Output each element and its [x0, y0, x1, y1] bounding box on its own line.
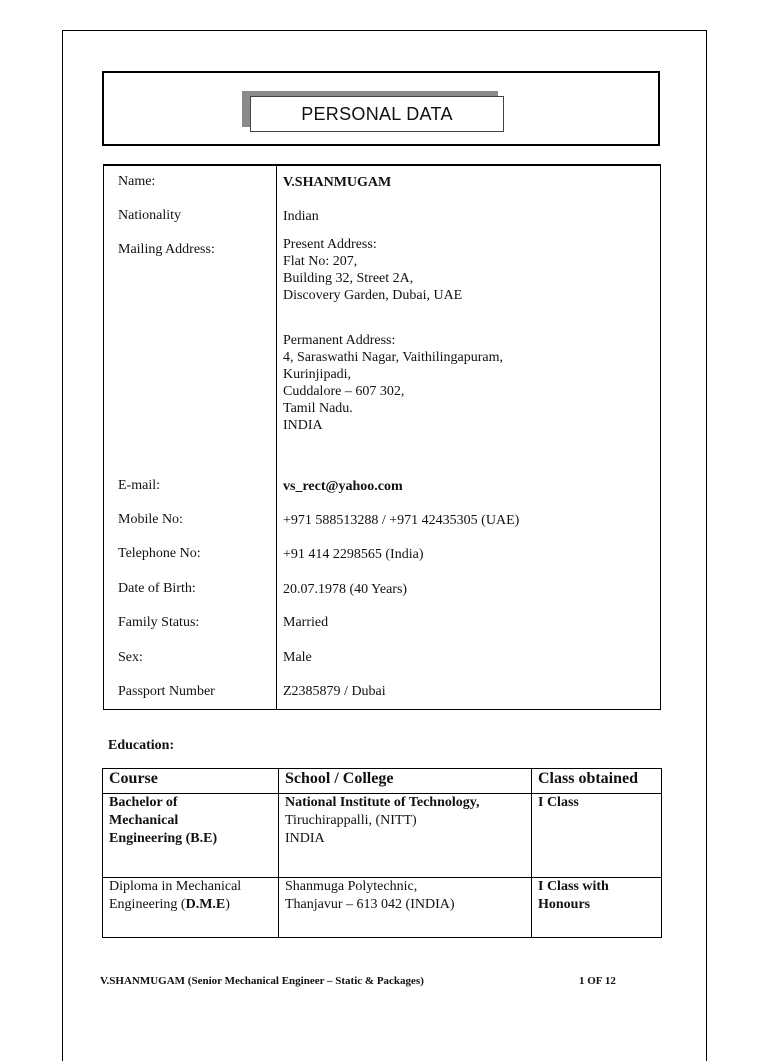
school-line: Thanjavur – 613 042 (INDIA): [285, 897, 455, 912]
permanent-address-line: Cuddalore – 607 302,: [283, 384, 405, 399]
telephone-label: Telephone No:: [118, 546, 201, 561]
permanent-address-line: INDIA: [283, 418, 323, 433]
family-status-value: Married: [283, 615, 329, 630]
course-line: [109, 830, 272, 848]
course-abbr: D.M.E: [185, 897, 226, 912]
school-line: INDIA: [285, 831, 325, 846]
family-status-label: Family Status:: [118, 615, 200, 630]
class-value: I Class: [538, 795, 579, 810]
school-line: Tiruchirappalli, (NITT): [285, 813, 417, 828]
course-line: Bachelor of: [109, 795, 178, 810]
address-label: Mailing Address:: [118, 242, 215, 257]
page-title: PERSONAL DATA: [250, 96, 504, 132]
course-text: Engineering (: [109, 831, 191, 846]
class-value: I Class with: [538, 879, 609, 894]
table-row: [103, 878, 662, 938]
permanent-address-line: Kurinjipadi,: [283, 367, 352, 382]
permanent-address-heading: Permanent Address:: [283, 333, 396, 348]
course-line: Mechanical: [109, 813, 179, 828]
school-name: National Institute of Technology,: [285, 795, 480, 810]
course-cell: [103, 794, 279, 878]
permanent-address-line: Tamil Nadu.: [283, 401, 353, 416]
name-label: Name:: [118, 174, 156, 189]
dob-value: 20.07.1978 (40 Years): [283, 582, 408, 597]
mobile-label: Mobile No:: [118, 512, 183, 527]
nationality-label: Nationality: [118, 208, 181, 223]
email-value[interactable]: vs_rect@yahoo.com: [283, 479, 403, 494]
course-abbr: B.E: [190, 831, 213, 846]
telephone-value: +91 414 2298565 (India): [283, 547, 424, 562]
class-cell: [532, 794, 662, 878]
table-row: [103, 794, 662, 878]
class-cell: [532, 878, 662, 938]
school-line: Shanmuga Polytechnic,: [285, 879, 418, 894]
permanent-address-line: 4, Saraswathi Nagar, Vaithilingapuram,: [283, 350, 504, 365]
present-address-heading: Present Address:: [283, 237, 377, 252]
header-school: School / College: [279, 769, 532, 794]
course-cell: [103, 878, 279, 938]
present-address: [283, 236, 462, 304]
sex-label: Sex:: [118, 650, 143, 665]
personal-data-divider: [276, 164, 277, 710]
nationality-value: Indian: [283, 209, 319, 224]
footer-author: V.SHANMUGAM (Senior Mechanical Engineer – Static & Packages): [100, 975, 424, 987]
present-address-line: Flat No: 207,: [283, 254, 358, 269]
name-value: V.SHANMUGAM: [283, 175, 392, 190]
course-close: ): [225, 897, 230, 912]
header-class: Class obtained: [532, 769, 662, 794]
email-label: E-mail:: [118, 478, 160, 493]
present-address-line: Discovery Garden, Dubai, UAE: [283, 288, 463, 303]
course-text: Engineering (: [109, 897, 186, 912]
header-course: Course: [103, 769, 279, 794]
sex-value: Male: [283, 650, 312, 665]
class-value: Honours: [538, 897, 591, 912]
dob-label: Date of Birth:: [118, 581, 196, 596]
school-cell: [279, 794, 532, 878]
passport-value: Z2385879 / Dubai: [283, 684, 386, 699]
permanent-address: [283, 332, 503, 434]
mobile-value: +971 588513288 / +971 42435305 (UAE): [283, 513, 520, 528]
passport-label: Passport Number: [118, 684, 215, 699]
course-close: ): [212, 831, 218, 846]
education-table: [102, 768, 662, 938]
school-cell: [279, 878, 532, 938]
education-heading: Education:: [108, 738, 175, 753]
course-line: [109, 896, 272, 914]
footer-page-number: 1 OF 12: [579, 975, 616, 987]
present-address-line: Building 32, Street 2A,: [283, 271, 414, 286]
education-header-row: [103, 769, 662, 794]
course-line: Diploma in Mechanical: [109, 879, 242, 894]
